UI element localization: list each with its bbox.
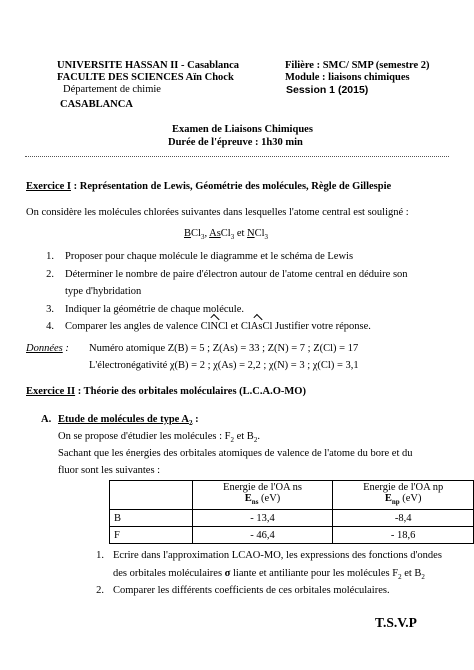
ex2-line-3: fluor sont les suivantes :	[58, 465, 161, 476]
exercise-1-heading	[26, 181, 391, 192]
section-a-colon: :	[192, 414, 199, 425]
sigma-symbol: σ	[224, 568, 231, 579]
table-cell-element: F	[110, 527, 193, 544]
header-ns-line1: Energie de l'OA ns	[223, 482, 303, 493]
item-number: 1.	[46, 251, 54, 262]
item-number: 4.	[46, 321, 54, 332]
question-2-text: Comparer les différents coefficients de ces orbitales moléculaires.	[113, 585, 390, 596]
angle-cl-as-cl	[241, 321, 273, 332]
angle-2-c: Cl	[262, 321, 273, 332]
question-1-line-2	[113, 567, 425, 584]
orbital-energy-table	[109, 480, 474, 544]
electronegativity: L'électronégativité χ(B) = 2 ; χ(As) = 2,2 ; χ(N) = 3 ; χ(Cl) = 3,1	[89, 360, 359, 371]
line1-sub2: 2	[253, 436, 258, 445]
exercise-1-intro: On considère les molécules chlorées suivantes dans lesquelles l'atome central est souligné :	[26, 207, 409, 218]
exercise-2-heading	[26, 386, 306, 397]
header-np-sub: np	[391, 498, 400, 507]
molecule-1-sub: 3	[200, 233, 205, 242]
exam-title: Examen de Liaisons Chimiques	[172, 124, 313, 135]
item-text: type d'hybridation	[65, 286, 142, 297]
header-session: Session 1 (2015)	[286, 84, 369, 96]
exercise-1-label: Exercice I	[26, 181, 71, 192]
header-city: CASABLANCA	[60, 99, 133, 110]
question-1-number: 1.	[96, 550, 104, 561]
q1-l2c: et B	[401, 568, 422, 579]
table-header-ns	[192, 481, 333, 510]
header-np-line1: Energie de l'OA np	[363, 482, 444, 493]
question-2-number: 2.	[96, 585, 104, 596]
donnees-colon: :	[62, 343, 69, 354]
table-cell-np: -8,4	[333, 510, 474, 527]
molecule-1-rest: Cl	[191, 228, 201, 239]
molecule-2-rest: Cl	[220, 228, 231, 239]
line1-text: On se propose d'étudier les molécules : F	[58, 431, 231, 442]
header-np-unit: (eV)	[399, 493, 422, 504]
header-ns-sub: ns	[251, 498, 259, 507]
table-row	[110, 510, 474, 527]
header-university: UNIVERSITE HASSAN II - Casablanca	[57, 60, 240, 71]
angle-separator: et	[228, 321, 241, 332]
molecule-2-central: As	[209, 228, 221, 239]
donnees-label: Données	[26, 343, 63, 354]
header-ns-e: E	[244, 493, 252, 504]
q1-l2b: liante et antiliante pour les molécules F	[230, 568, 399, 579]
item-text: Indiquer la géométrie de chaque molécule.	[65, 304, 245, 315]
angle-1-c: Cl	[218, 321, 229, 332]
atomic-numbers: Numéro atomique Z(B) = 5 ; Z(As) = 33 ; Z(N) = 7 ; Z(Cl) = 17	[89, 343, 359, 354]
angle-2-a: Cl	[240, 321, 251, 332]
table-header-row	[110, 481, 474, 510]
header-ns-unit: (eV)	[258, 493, 281, 504]
q1-sub1: 2	[398, 573, 402, 582]
section-a-letter: A.	[41, 414, 52, 425]
section-a-text: Etude de molécules de type A	[58, 414, 189, 425]
item-text: Proposer pour chaque molécule le diagramme et le schéma de Lewis	[65, 251, 354, 262]
line1-sub1: 2	[230, 436, 234, 445]
header-np-e: E	[384, 493, 392, 504]
angle-1-a: Cl	[200, 321, 211, 332]
line1-mid: et B	[233, 431, 254, 442]
molecule-2-sub: 3	[230, 233, 235, 242]
molecule-sep-1: ,	[204, 228, 210, 239]
item-text: Déterminer le nombre de paire d'électron autour de l'atome central en déduire son	[65, 269, 408, 280]
table-header-np	[333, 481, 474, 510]
table-corner-cell	[110, 481, 193, 510]
molecule-sep-2: et	[234, 228, 248, 239]
molecule-3-central: N	[247, 228, 255, 239]
question-1-line1: Ecrire dans l'approximation LCAO-MO, les expressions des fonctions d'ondes	[113, 550, 442, 561]
table-row	[110, 527, 474, 544]
item-4-end: Justifier votre réponse.	[272, 321, 371, 332]
table-cell-ns: - 46,4	[192, 527, 333, 544]
item-text: Comparer les angles de valence	[65, 321, 201, 332]
ex2-line-1	[58, 431, 260, 444]
q1-sub2: 2	[421, 573, 425, 582]
molecule-list	[184, 228, 268, 241]
line1-end: .	[257, 431, 260, 442]
molecule-1-central: B	[184, 228, 192, 239]
header-faculty: FACULTE DES SCIENCES Aïn Chock	[57, 72, 234, 83]
table-cell-element: B	[110, 510, 193, 527]
item-number: 2.	[46, 269, 54, 280]
header-department: Département de chimie	[63, 84, 161, 95]
header-filiere: Filière : SMC/ SMP (semestre 2)	[285, 60, 430, 71]
item-number: 3.	[46, 304, 54, 315]
exercise-1-title: : Représentation de Lewis, Géométrie des molécules, Règle de Gillespie	[71, 181, 392, 192]
separator-rule	[25, 156, 449, 157]
q1-l2a: des orbitales moléculaires	[113, 568, 225, 579]
exercise-2-title: : Théorie des orbitales moléculaires (L.C.A.O-MO)	[75, 386, 306, 397]
table-cell-ns: - 13,4	[192, 510, 333, 527]
section-a-sub: 2	[188, 419, 193, 428]
exam-duration: Durée de l'épreuve : 1h30 min	[168, 137, 303, 148]
molecule-3-rest: Cl	[254, 228, 265, 239]
table-cell-np: - 18,6	[333, 527, 474, 544]
header-module: Module : liaisons chimiques	[285, 72, 410, 83]
section-a-heading	[41, 414, 199, 428]
section-a-title	[58, 414, 193, 428]
angle-cl-n-cl	[201, 321, 228, 332]
angle-2-vertex: As	[250, 321, 263, 332]
exercise-2-label: Exercice II	[26, 386, 76, 397]
tsvp-label: T.S.V.P	[375, 615, 417, 630]
angle-1-vertex: N	[210, 321, 219, 332]
molecule-3-sub: 3	[264, 233, 269, 242]
ex2-line-2: Sachant que les énergies des orbitales atomiques de valence de l'atome du bore et du	[58, 448, 413, 459]
donnees-line	[26, 343, 69, 354]
